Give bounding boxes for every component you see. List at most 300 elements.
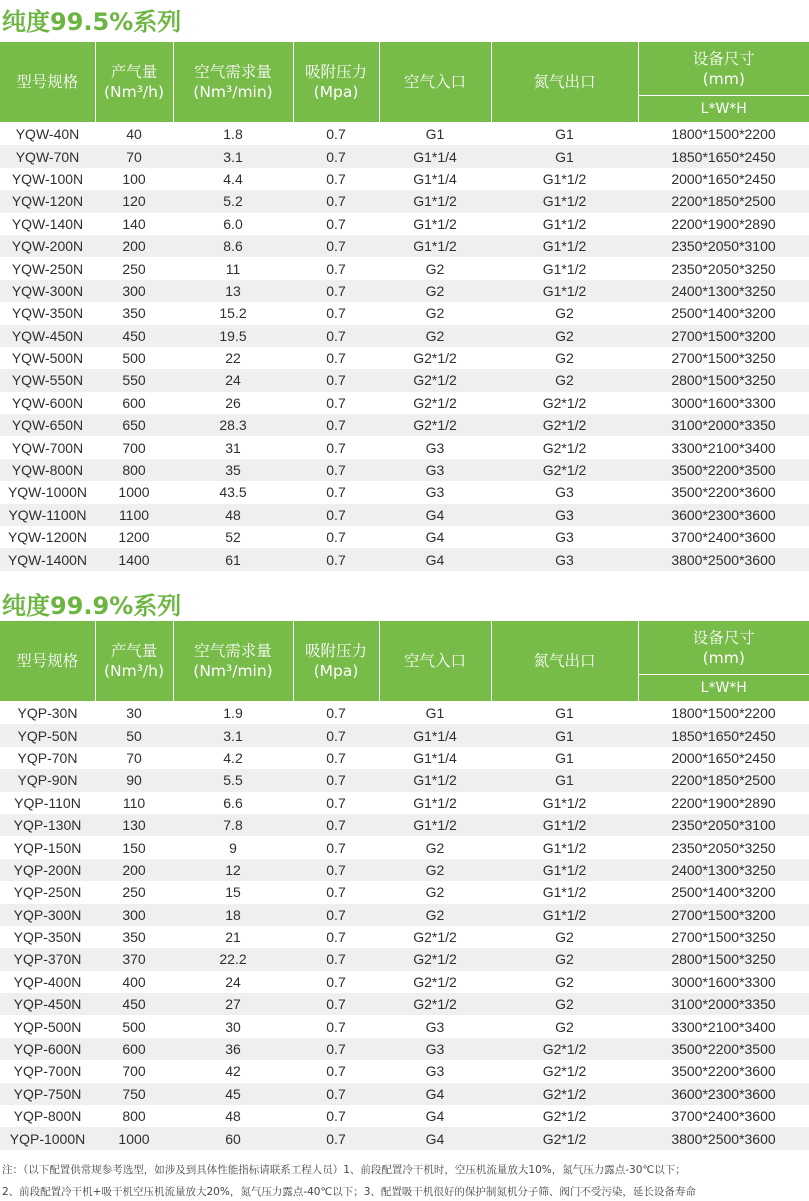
cell-size: 3500*2200*3500 (638, 459, 809, 481)
cell-flow: 750 (95, 1083, 173, 1105)
cell-air-demand: 5.5 (173, 769, 293, 791)
cell-pressure: 0.7 (293, 1083, 379, 1105)
cell-flow: 250 (95, 257, 173, 279)
header-size-sub: L*W*H (638, 96, 809, 123)
cell-size: 2700*1500*3200 (638, 325, 809, 347)
cell-size: 3000*1600*3300 (638, 392, 809, 414)
cell-model: YQP-450N (0, 993, 95, 1015)
cell-model: YQW-450N (0, 325, 95, 347)
cell-size: 2350*2050*3250 (638, 836, 809, 858)
cell-pressure: 0.7 (293, 926, 379, 948)
cell-pressure: 0.7 (293, 993, 379, 1015)
cell-air-demand: 3.1 (173, 145, 293, 167)
cell-air-inlet: G1*1/2 (379, 814, 491, 836)
cell-flow: 550 (95, 369, 173, 391)
cell-model: YQW-500N (0, 347, 95, 369)
cell-air-demand: 22.2 (173, 948, 293, 970)
cell-n2-outlet: G2 (491, 302, 638, 324)
cell-n2-outlet: G2*1/2 (491, 436, 638, 458)
cell-air-inlet: G1*1/2 (379, 769, 491, 791)
cell-flow: 300 (95, 904, 173, 926)
cell-size: 2700*1500*3200 (638, 904, 809, 926)
cell-n2-outlet: G2*1/2 (491, 1105, 638, 1127)
header-size-sub: L*W*H (638, 675, 809, 702)
cell-pressure: 0.7 (293, 814, 379, 836)
cell-pressure: 0.7 (293, 436, 379, 458)
cell-n2-outlet: G1*1/2 (491, 792, 638, 814)
cell-air-inlet: G2*1/2 (379, 392, 491, 414)
cell-air-demand: 42 (173, 1060, 293, 1082)
cell-model: YQP-370N (0, 948, 95, 970)
table-row (0, 347, 809, 369)
cell-air-demand: 19.5 (173, 325, 293, 347)
cell-model: YQW-250N (0, 257, 95, 279)
cell-model: YQP-150N (0, 836, 95, 858)
cell-air-inlet: G1 (379, 702, 491, 725)
header-pressure: 吸附压力 (Mpa) (293, 42, 379, 123)
table-row (0, 904, 809, 926)
cell-air-inlet: G3 (379, 436, 491, 458)
cell-air-inlet: G2*1/2 (379, 926, 491, 948)
cell-size: 3300*2100*3400 (638, 436, 809, 458)
cell-air-demand: 21 (173, 926, 293, 948)
cell-size: 3800*2500*3600 (638, 548, 809, 570)
table-row (0, 213, 809, 235)
cell-air-demand: 60 (173, 1127, 293, 1149)
cell-flow: 250 (95, 881, 173, 903)
cell-flow: 1000 (95, 481, 173, 503)
table-row (0, 1060, 809, 1082)
table-row (0, 971, 809, 993)
cell-air-demand: 6.0 (173, 213, 293, 235)
cell-size: 3700*2400*3600 (638, 1105, 809, 1127)
footnote-line-2: 2、前段配置冷干机+吸干机空压机流量放大20%，氮气压力露点-40℃以下；3、配置吸干机很好的保护制氮机分子筛、阀门不受污染，延长设备寿命 (2, 1186, 696, 1198)
cell-size: 2000*1650*2450 (638, 168, 809, 190)
cell-air-inlet: G1*1/4 (379, 168, 491, 190)
cell-size: 1800*1500*2200 (638, 702, 809, 725)
cell-size: 3500*2200*3600 (638, 1060, 809, 1082)
cell-air-demand: 3.1 (173, 724, 293, 746)
cell-model: YQP-1000N (0, 1127, 95, 1149)
cell-pressure: 0.7 (293, 904, 379, 926)
table-body-995 (0, 123, 809, 571)
cell-n2-outlet: G1 (491, 769, 638, 791)
cell-n2-outlet: G1*1/2 (491, 257, 638, 279)
cell-model: YQW-1100N (0, 504, 95, 526)
table-row (0, 257, 809, 279)
cell-flow: 500 (95, 1015, 173, 1037)
cell-size: 3600*2300*3600 (638, 504, 809, 526)
cell-flow: 1200 (95, 526, 173, 548)
table-row (0, 548, 809, 570)
cell-air-inlet: G2 (379, 904, 491, 926)
cell-air-inlet: G2*1/2 (379, 369, 491, 391)
header-n2-outlet: 氮气出口 (491, 621, 638, 702)
cell-flow: 140 (95, 213, 173, 235)
cell-air-demand: 9 (173, 836, 293, 858)
table-row (0, 702, 809, 725)
table-row (0, 504, 809, 526)
cell-model: YQW-200N (0, 235, 95, 257)
cell-flow: 120 (95, 190, 173, 212)
table-row (0, 1105, 809, 1127)
cell-n2-outlet: G1*1/2 (491, 235, 638, 257)
cell-pressure: 0.7 (293, 1105, 379, 1127)
cell-pressure: 0.7 (293, 392, 379, 414)
cell-n2-outlet: G3 (491, 481, 638, 503)
cell-air-demand: 61 (173, 548, 293, 570)
section-title-999: 纯度99.9%系列 (2, 592, 182, 620)
cell-flow: 800 (95, 1105, 173, 1127)
cell-air-inlet: G4 (379, 1105, 491, 1127)
cell-pressure: 0.7 (293, 792, 379, 814)
header-air-inlet: 空气入口 (379, 621, 491, 702)
cell-air-demand: 4.4 (173, 168, 293, 190)
cell-flow: 700 (95, 1060, 173, 1082)
cell-pressure: 0.7 (293, 347, 379, 369)
cell-pressure: 0.7 (293, 702, 379, 725)
cell-size: 2350*2050*3100 (638, 235, 809, 257)
cell-size: 2400*1300*3250 (638, 859, 809, 881)
cell-flow: 150 (95, 836, 173, 858)
cell-size: 2200*1900*2890 (638, 213, 809, 235)
cell-model: YQW-1200N (0, 526, 95, 548)
cell-pressure: 0.7 (293, 971, 379, 993)
cell-air-demand: 24 (173, 971, 293, 993)
cell-flow: 370 (95, 948, 173, 970)
cell-model: YQW-40N (0, 123, 95, 146)
cell-air-inlet: G2 (379, 836, 491, 858)
cell-air-inlet: G2 (379, 325, 491, 347)
cell-model: YQP-300N (0, 904, 95, 926)
cell-model: YQP-600N (0, 1038, 95, 1060)
cell-air-demand: 13 (173, 280, 293, 302)
cell-n2-outlet: G3 (491, 548, 638, 570)
cell-flow: 100 (95, 168, 173, 190)
cell-flow: 110 (95, 792, 173, 814)
cell-model: YQW-1000N (0, 481, 95, 503)
cell-model: YQP-750N (0, 1083, 95, 1105)
cell-model: YQP-800N (0, 1105, 95, 1127)
table-body-999 (0, 702, 809, 1150)
cell-flow: 800 (95, 459, 173, 481)
cell-size: 2800*1500*3250 (638, 948, 809, 970)
cell-model: YQP-700N (0, 1060, 95, 1082)
table-row (0, 526, 809, 548)
cell-flow: 350 (95, 302, 173, 324)
cell-size: 2400*1300*3250 (638, 280, 809, 302)
cell-air-inlet: G1*1/4 (379, 747, 491, 769)
spec-table-999 (0, 621, 809, 1150)
cell-model: YQP-110N (0, 792, 95, 814)
cell-size: 3100*2000*3350 (638, 414, 809, 436)
cell-size: 3000*1600*3300 (638, 971, 809, 993)
cell-n2-outlet: G2 (491, 325, 638, 347)
cell-size: 3500*2200*3600 (638, 481, 809, 503)
cell-air-demand: 8.6 (173, 235, 293, 257)
cell-pressure: 0.7 (293, 948, 379, 970)
cell-size: 2200*1850*2500 (638, 769, 809, 791)
cell-n2-outlet: G2*1/2 (491, 459, 638, 481)
table-row (0, 436, 809, 458)
cell-n2-outlet: G1*1/2 (491, 190, 638, 212)
cell-size: 2700*1500*3250 (638, 926, 809, 948)
cell-air-inlet: G4 (379, 548, 491, 570)
header-n2-outlet: 氮气出口 (491, 42, 638, 123)
cell-n2-outlet: G1 (491, 702, 638, 725)
cell-pressure: 0.7 (293, 369, 379, 391)
cell-flow: 1100 (95, 504, 173, 526)
cell-air-inlet: G4 (379, 504, 491, 526)
cell-size: 3100*2000*3350 (638, 993, 809, 1015)
cell-air-demand: 24 (173, 369, 293, 391)
cell-air-demand: 1.9 (173, 702, 293, 725)
cell-flow: 40 (95, 123, 173, 146)
cell-pressure: 0.7 (293, 257, 379, 279)
table-row (0, 1038, 809, 1060)
cell-size: 2350*2050*3250 (638, 257, 809, 279)
cell-n2-outlet: G2*1/2 (491, 414, 638, 436)
header-model: 型号规格 (0, 42, 95, 123)
cell-pressure: 0.7 (293, 724, 379, 746)
cell-air-inlet: G1*1/4 (379, 145, 491, 167)
cell-flow: 70 (95, 747, 173, 769)
cell-size: 2200*1850*2500 (638, 190, 809, 212)
cell-air-inlet: G2*1/2 (379, 971, 491, 993)
cell-model: YQW-70N (0, 145, 95, 167)
cell-air-inlet: G3 (379, 1060, 491, 1082)
cell-air-demand: 48 (173, 1105, 293, 1127)
cell-pressure: 0.7 (293, 280, 379, 302)
cell-n2-outlet: G1 (491, 123, 638, 146)
cell-pressure: 0.7 (293, 1015, 379, 1037)
cell-n2-outlet: G1*1/2 (491, 859, 638, 881)
table-row (0, 481, 809, 503)
cell-air-inlet: G3 (379, 1015, 491, 1037)
cell-air-inlet: G1*1/4 (379, 724, 491, 746)
cell-size: 3600*2300*3600 (638, 1083, 809, 1105)
cell-flow: 50 (95, 724, 173, 746)
cell-air-inlet: G2 (379, 881, 491, 903)
cell-model: YQP-50N (0, 724, 95, 746)
cell-flow: 200 (95, 859, 173, 881)
cell-n2-outlet: G2 (491, 347, 638, 369)
cell-flow: 90 (95, 769, 173, 791)
table-row (0, 993, 809, 1015)
cell-n2-outlet: G1*1/2 (491, 168, 638, 190)
header-pressure: 吸附压力 (Mpa) (293, 621, 379, 702)
cell-n2-outlet: G1*1/2 (491, 814, 638, 836)
section-title-995: 纯度99.5%系列 (2, 8, 182, 36)
cell-model: YQW-120N (0, 190, 95, 212)
table-row (0, 145, 809, 167)
cell-model: YQP-130N (0, 814, 95, 836)
cell-air-demand: 45 (173, 1083, 293, 1105)
table-row (0, 769, 809, 791)
cell-air-demand: 31 (173, 436, 293, 458)
cell-model: YQW-700N (0, 436, 95, 458)
cell-air-inlet: G2*1/2 (379, 414, 491, 436)
cell-model: YQP-350N (0, 926, 95, 948)
header-size: 设备尺寸 (mm) (638, 42, 809, 96)
cell-air-inlet: G3 (379, 481, 491, 503)
table-row (0, 926, 809, 948)
cell-air-demand: 48 (173, 504, 293, 526)
cell-size: 2350*2050*3100 (638, 814, 809, 836)
cell-pressure: 0.7 (293, 526, 379, 548)
cell-n2-outlet: G1*1/2 (491, 280, 638, 302)
cell-size: 3500*2200*3500 (638, 1038, 809, 1060)
cell-air-inlet: G1*1/2 (379, 190, 491, 212)
table-row (0, 235, 809, 257)
cell-n2-outlet: G2*1/2 (491, 1127, 638, 1149)
table-row (0, 792, 809, 814)
cell-flow: 400 (95, 971, 173, 993)
cell-pressure: 0.7 (293, 1060, 379, 1082)
table-row (0, 747, 809, 769)
cell-pressure: 0.7 (293, 459, 379, 481)
cell-flow: 200 (95, 235, 173, 257)
cell-n2-outlet: G3 (491, 504, 638, 526)
cell-pressure: 0.7 (293, 504, 379, 526)
cell-pressure: 0.7 (293, 235, 379, 257)
cell-pressure: 0.7 (293, 881, 379, 903)
cell-air-demand: 43.5 (173, 481, 293, 503)
header-flow: 产气量 (Nm³/h) (95, 621, 173, 702)
header-air-demand: 空气需求量 (Nm³/min) (173, 42, 293, 123)
cell-model: YQP-500N (0, 1015, 95, 1037)
cell-model: YQP-400N (0, 971, 95, 993)
cell-air-demand: 11 (173, 257, 293, 279)
cell-pressure: 0.7 (293, 1038, 379, 1060)
cell-air-inlet: G3 (379, 1038, 491, 1060)
cell-n2-outlet: G1 (491, 724, 638, 746)
table-row (0, 325, 809, 347)
cell-n2-outlet: G2 (491, 1015, 638, 1037)
cell-air-demand: 12 (173, 859, 293, 881)
cell-n2-outlet: G2*1/2 (491, 1060, 638, 1082)
table-row (0, 1083, 809, 1105)
cell-n2-outlet: G2 (491, 369, 638, 391)
cell-air-demand: 35 (173, 459, 293, 481)
cell-pressure: 0.7 (293, 123, 379, 146)
cell-model: YQP-30N (0, 702, 95, 725)
cell-n2-outlet: G2 (491, 993, 638, 1015)
cell-size: 3800*2500*3600 (638, 1127, 809, 1149)
cell-flow: 600 (95, 1038, 173, 1060)
cell-size: 3700*2400*3600 (638, 526, 809, 548)
cell-pressure: 0.7 (293, 213, 379, 235)
cell-pressure: 0.7 (293, 481, 379, 503)
cell-size: 1800*1500*2200 (638, 123, 809, 146)
cell-air-inlet: G2 (379, 257, 491, 279)
cell-air-inlet: G4 (379, 526, 491, 548)
table-row (0, 1015, 809, 1037)
cell-size: 3300*2100*3400 (638, 1015, 809, 1037)
table-row (0, 1127, 809, 1149)
table-row (0, 369, 809, 391)
cell-n2-outlet: G2*1/2 (491, 1083, 638, 1105)
cell-n2-outlet: G1*1/2 (491, 836, 638, 858)
cell-air-demand: 15 (173, 881, 293, 903)
cell-air-demand: 22 (173, 347, 293, 369)
cell-size: 2500*1400*3200 (638, 302, 809, 324)
cell-flow: 70 (95, 145, 173, 167)
table-row (0, 948, 809, 970)
cell-air-demand: 36 (173, 1038, 293, 1060)
cell-n2-outlet: G1 (491, 145, 638, 167)
cell-flow: 500 (95, 347, 173, 369)
cell-n2-outlet: G2*1/2 (491, 1038, 638, 1060)
cell-n2-outlet: G2*1/2 (491, 392, 638, 414)
table-row (0, 302, 809, 324)
table-row (0, 123, 809, 146)
cell-model: YQW-100N (0, 168, 95, 190)
cell-size: 1850*1650*2450 (638, 724, 809, 746)
cell-air-demand: 18 (173, 904, 293, 926)
spec-table-995 (0, 42, 809, 571)
table-row (0, 881, 809, 903)
cell-air-demand: 6.6 (173, 792, 293, 814)
cell-model: YQW-300N (0, 280, 95, 302)
cell-flow: 1000 (95, 1127, 173, 1149)
cell-model: YQP-250N (0, 881, 95, 903)
cell-air-inlet: G4 (379, 1127, 491, 1149)
cell-size: 2000*1650*2450 (638, 747, 809, 769)
cell-air-inlet: G2 (379, 302, 491, 324)
cell-air-inlet: G1*1/2 (379, 235, 491, 257)
header-air-inlet: 空气入口 (379, 42, 491, 123)
cell-air-inlet: G2*1/2 (379, 347, 491, 369)
cell-pressure: 0.7 (293, 325, 379, 347)
cell-flow: 130 (95, 814, 173, 836)
cell-model: YQP-90N (0, 769, 95, 791)
cell-size: 1850*1650*2450 (638, 145, 809, 167)
cell-n2-outlet: G1*1/2 (491, 904, 638, 926)
cell-model: YQW-1400N (0, 548, 95, 570)
table-row (0, 814, 809, 836)
table-row (0, 392, 809, 414)
cell-air-inlet: G2*1/2 (379, 948, 491, 970)
cell-size: 2200*1900*2890 (638, 792, 809, 814)
cell-n2-outlet: G3 (491, 526, 638, 548)
cell-pressure: 0.7 (293, 168, 379, 190)
cell-air-inlet: G2*1/2 (379, 993, 491, 1015)
cell-flow: 450 (95, 325, 173, 347)
cell-pressure: 0.7 (293, 548, 379, 570)
cell-flow: 30 (95, 702, 173, 725)
header-air-demand: 空气需求量 (Nm³/min) (173, 621, 293, 702)
cell-model: YQP-70N (0, 747, 95, 769)
cell-model: YQW-350N (0, 302, 95, 324)
table-row (0, 190, 809, 212)
footnote-line-1: 注：（以下配置供常规参考选型，如涉及到具体性能指标请联系工程人员）1、前段配置冷干机时，空压机流量放大10%，氮气压力露点-30℃以下； (2, 1164, 686, 1176)
cell-n2-outlet: G2 (491, 926, 638, 948)
cell-pressure: 0.7 (293, 747, 379, 769)
cell-air-demand: 52 (173, 526, 293, 548)
cell-air-inlet: G3 (379, 459, 491, 481)
cell-pressure: 0.7 (293, 769, 379, 791)
header-model: 型号规格 (0, 621, 95, 702)
cell-air-demand: 4.2 (173, 747, 293, 769)
table-row (0, 459, 809, 481)
cell-air-demand: 1.8 (173, 123, 293, 146)
cell-air-inlet: G4 (379, 1083, 491, 1105)
cell-pressure: 0.7 (293, 145, 379, 167)
cell-air-demand: 26 (173, 392, 293, 414)
cell-air-inlet: G2 (379, 859, 491, 881)
cell-air-inlet: G2 (379, 280, 491, 302)
